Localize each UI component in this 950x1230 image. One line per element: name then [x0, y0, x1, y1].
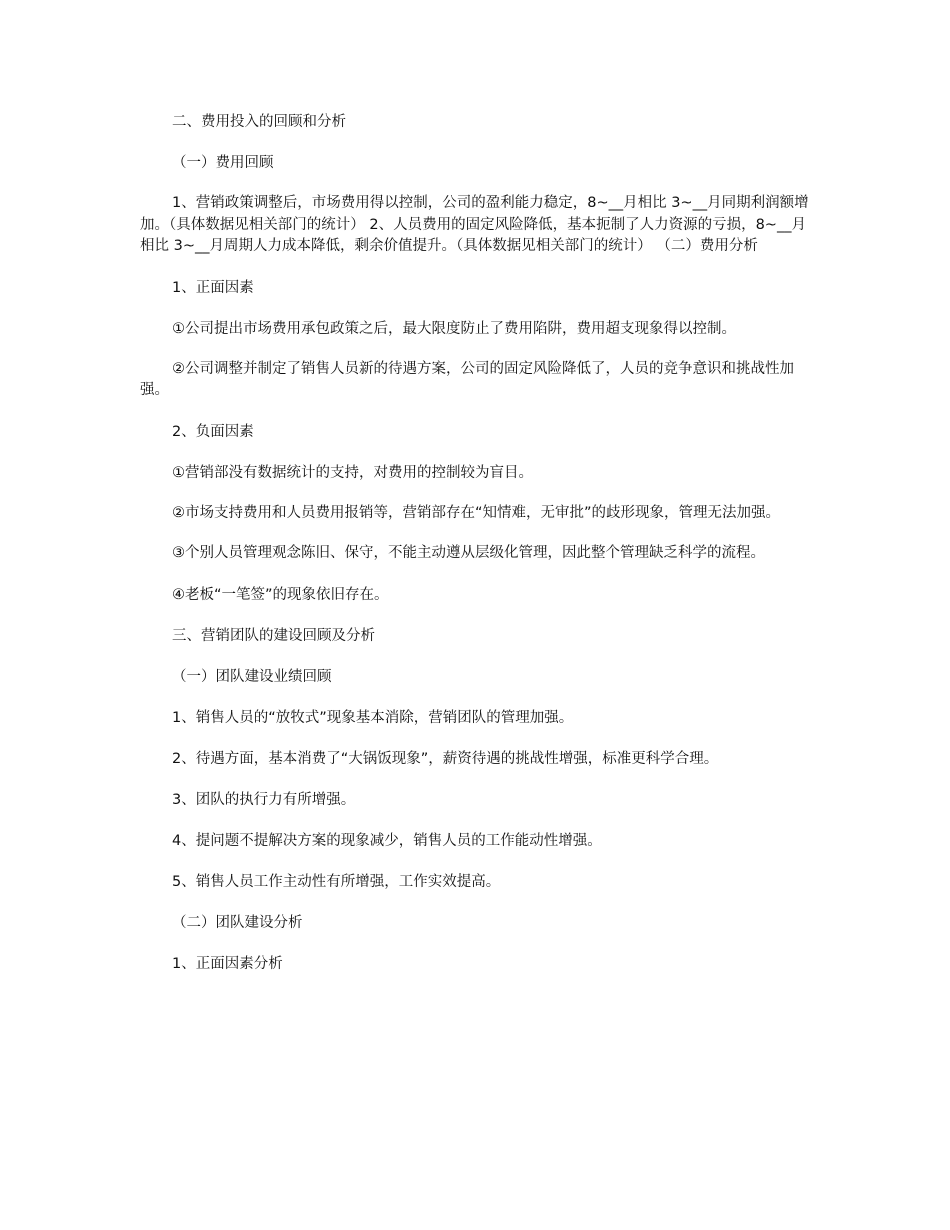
subsection-heading: （一）团队建设业绩回顾 — [172, 668, 332, 685]
body-paragraph: ②公司调整并制定了销售人员新的待遇方案，公司的固定风险降低了，人员的竞争意识和挑战性加强。 — [140, 360, 794, 398]
body-paragraph: ②市场支持费用和人员费用报销等，营销部存在“知情难，无审批”的歧形现象，管理无法加强。 — [172, 504, 781, 521]
body-paragraph: 5、销售人员工作主动性有所增强，工作实效提高。 — [172, 873, 501, 890]
body-paragraph: ④老板“一笔签”的现象依旧存在。 — [172, 586, 389, 603]
body-paragraph: ①营销部没有数据统计的支持，对费用的控制较为盲目。 — [172, 464, 533, 481]
body-paragraph: 2、待遇方面，基本消费了“大锅饭现象”，薪资待遇的挑战性增强，标准更科学合理。 — [172, 750, 719, 767]
document-body — [140, 111, 812, 994]
body-paragraph: ③个别人员管理观念陈旧、保守，不能主动遵从层级化管理，因此整个管理缺乏科学的流程。 — [172, 545, 765, 561]
section-heading: 二、费用投入的回顾和分析 — [172, 114, 346, 130]
subheading: 1、正面因素分析 — [172, 955, 283, 972]
section-heading: 三、营销团队的建设回顾及分析 — [172, 627, 375, 644]
subsection-heading: （一）费用回顾 — [172, 155, 274, 171]
subheading: 1、正面因素 — [172, 279, 254, 296]
body-paragraph: 3、团队的执行力有所增强。 — [172, 791, 356, 808]
body-paragraph: 1、销售人员的“放牧式”现象基本消除，营销团队的管理加强。 — [172, 709, 574, 726]
body-paragraph: 1、营销政策调整后，市场费用得以控制，公司的盈利能力稳定，8~__月相比 3~__月同期利润额增加。（具体数据见相关部门的统计） 2、人员费用的固定风险降低，基本扼制了人力资源的亏损，8~__月相比 3~__月周期人力成本降低，剩余价值提升。（具体数据见相关部门的统计） （二）费用分析 — [140, 195, 809, 254]
body-paragraph: ①公司提出市场费用承包政策之后，最大限度防止了费用陷阱，费用超支现象得以控制。 — [172, 320, 736, 337]
body-paragraph: 4、提问题不提解决方案的现象减少，销售人员的工作能动性增强。 — [172, 832, 602, 849]
subheading: 2、负面因素 — [172, 423, 254, 440]
subsection-heading: （二）团队建设分析 — [172, 914, 303, 931]
